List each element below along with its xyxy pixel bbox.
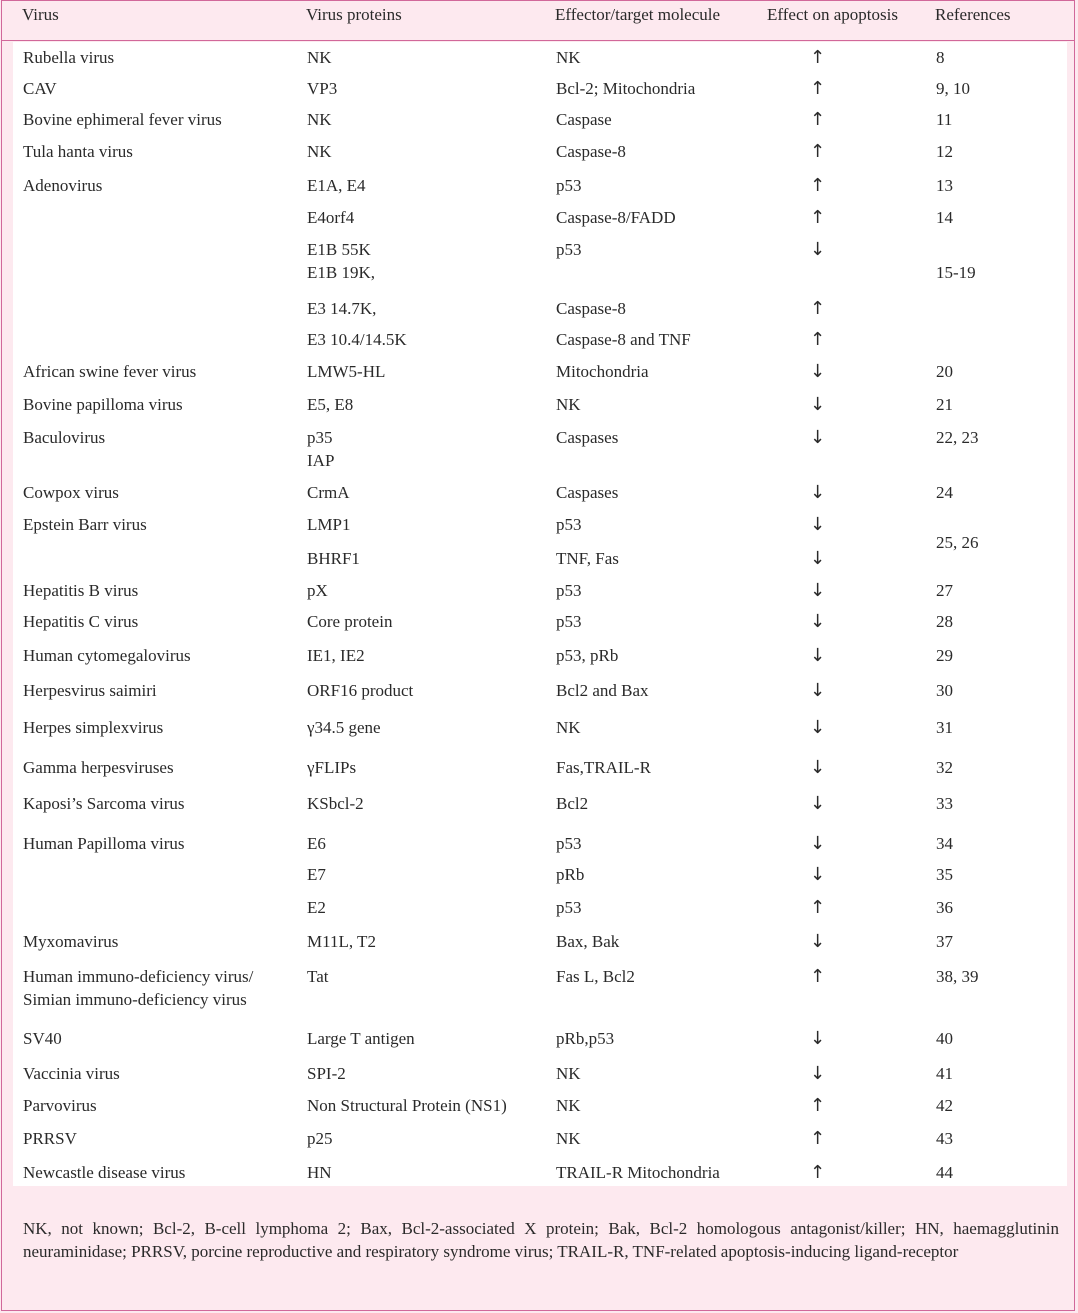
effect-arrow-icon: ↑ bbox=[810, 207, 826, 228]
cell-effector-target: Bax, Bak bbox=[556, 932, 620, 951]
cell-references: 32 bbox=[936, 758, 953, 777]
cell-effector-target: Bcl2 bbox=[556, 794, 589, 813]
cell-effector-target: NK bbox=[556, 1064, 581, 1083]
header-virus: Virus bbox=[22, 5, 59, 24]
cell-virus: Hepatitis C virus bbox=[23, 612, 139, 631]
cell-virus-proteins: Non Structural Protein (NS1) bbox=[307, 1096, 507, 1115]
cell-effector-target: Bcl-2; Mitochondria bbox=[556, 79, 696, 98]
cell-effector-target: p53 bbox=[556, 834, 582, 853]
effect-arrow-icon: ↓ bbox=[810, 793, 826, 814]
cell-references: 12 bbox=[936, 142, 953, 161]
cell-effector-target: pRb bbox=[556, 865, 585, 884]
cell-references: 35 bbox=[936, 865, 953, 884]
cell-references: 15-19 bbox=[936, 263, 976, 282]
effect-arrow-icon: ↓ bbox=[810, 239, 826, 260]
cell-references: 38, 39 bbox=[936, 967, 979, 986]
header-virus-proteins: Virus proteins bbox=[306, 5, 402, 24]
cell-virus: SV40 bbox=[23, 1029, 62, 1048]
effect-arrow-icon: ↑ bbox=[810, 897, 826, 918]
cell-virus-proteins: ORF16 product bbox=[307, 681, 414, 700]
cell-references: 42 bbox=[936, 1096, 953, 1115]
cell-virus-proteins: IE1, IE2 bbox=[307, 646, 365, 665]
cell-virus-proteins: γFLIPs bbox=[307, 758, 357, 777]
cell-effector-target: Fas L, Bcl2 bbox=[556, 967, 635, 986]
cell-virus-proteins: CrmA bbox=[307, 483, 350, 502]
cell-virus-proteins: SPI-2 bbox=[307, 1064, 346, 1083]
effect-arrow-icon: ↓ bbox=[810, 717, 826, 738]
cell-references: 9, 10 bbox=[936, 79, 970, 98]
effect-arrow-icon: ↑ bbox=[810, 1095, 826, 1116]
cell-virus: Bovine ephimeral fever virus bbox=[23, 110, 222, 129]
table-footnote: NK, not known; Bcl-2, B-cell lymphoma 2; Bax, Bcl-2-associated X protein; Bak, Bcl-2 homologous antagonist/killer; HN, haemagglutinin neuraminidase; PRRSV, porcine reproductive and respiratory syndrome virus; TRAIL-R, TNF-related apoptosis-inducing ligand-receptor bbox=[23, 1219, 1059, 1261]
cell-virus: Gamma herpesviruses bbox=[23, 758, 174, 777]
cell-effector-target: p53 bbox=[556, 898, 582, 917]
cell-virus: Newcastle disease virus bbox=[23, 1163, 186, 1182]
cell-virus-proteins: pX bbox=[307, 581, 328, 600]
cell-virus-proteins: NK bbox=[307, 48, 332, 67]
cell-virus-proteins: M11L, T2 bbox=[307, 932, 376, 951]
effect-arrow-icon: ↓ bbox=[810, 931, 826, 952]
cell-virus-proteins: E3 10.4/14.5K bbox=[307, 330, 407, 349]
effect-arrow-icon: ↓ bbox=[810, 1028, 826, 1049]
effect-arrow-icon: ↓ bbox=[810, 361, 826, 382]
cell-references: 20 bbox=[936, 362, 953, 381]
cell-virus: PRRSV bbox=[23, 1129, 77, 1148]
cell-virus-proteins: p35 bbox=[307, 428, 333, 447]
cell-virus-proteins: γ34.5 gene bbox=[307, 718, 381, 737]
cell-effector-target: Caspase bbox=[556, 110, 612, 129]
cell-effector-target: Caspase-8/FADD bbox=[556, 208, 676, 227]
cell-virus-proteins: NK bbox=[307, 110, 332, 129]
cell-virus-proteins: E3 14.7K, bbox=[307, 299, 377, 318]
cell-virus-proteins: IAP bbox=[307, 451, 335, 470]
effect-arrow-icon: ↓ bbox=[810, 757, 826, 778]
cell-effector-target: NK bbox=[556, 48, 581, 67]
cell-references: 31 bbox=[936, 718, 953, 737]
header-references: References bbox=[935, 5, 1011, 24]
cell-virus-proteins: BHRF1 bbox=[307, 549, 360, 568]
effect-arrow-icon: ↑ bbox=[810, 1128, 826, 1149]
effect-arrow-icon: ↑ bbox=[810, 175, 826, 196]
cell-effector-target: p53 bbox=[556, 176, 582, 195]
header-effect-on-apoptosis: Effect on apoptosis bbox=[767, 5, 898, 24]
cell-virus-proteins: E2 bbox=[307, 898, 326, 917]
cell-effector-target: NK bbox=[556, 718, 581, 737]
table-frame bbox=[1, 0, 1075, 1311]
cell-references: 21 bbox=[936, 395, 953, 414]
cell-virus: Human immuno-deficiency virus/ bbox=[23, 967, 254, 986]
cell-effector-target: Caspases bbox=[556, 428, 619, 447]
cell-references: 43 bbox=[936, 1129, 953, 1148]
cell-effector-target: pRb,p53 bbox=[556, 1029, 615, 1048]
effect-arrow-icon: ↑ bbox=[810, 78, 826, 99]
cell-references: 22, 23 bbox=[936, 428, 979, 447]
cell-effector-target: Caspase-8 and TNF bbox=[556, 330, 691, 349]
cell-references: 34 bbox=[936, 834, 953, 853]
cell-references: 11 bbox=[936, 110, 953, 129]
cell-effector-target: Mitochondria bbox=[556, 362, 649, 381]
table-header bbox=[2, 1, 1074, 41]
effect-arrow-icon: ↓ bbox=[810, 427, 826, 448]
cell-virus: Adenovirus bbox=[23, 176, 103, 195]
cell-effector-target: p53 bbox=[556, 612, 582, 631]
cell-effector-target: p53 bbox=[556, 515, 582, 534]
effect-arrow-icon: ↓ bbox=[810, 514, 826, 535]
effect-arrow-icon: ↓ bbox=[810, 611, 826, 632]
effect-arrow-icon: ↑ bbox=[810, 966, 826, 987]
cell-references: 33 bbox=[936, 794, 953, 813]
cell-virus: Herpes simplexvirus bbox=[23, 718, 164, 737]
cell-virus-proteins: HN bbox=[307, 1163, 332, 1182]
cell-references: 28 bbox=[936, 612, 953, 631]
cell-references: 37 bbox=[936, 932, 953, 951]
cell-references: 27 bbox=[936, 581, 953, 600]
table-body bbox=[13, 42, 1067, 1186]
cell-effector-target: Caspase-8 bbox=[556, 142, 626, 161]
cell-virus-proteins: E1B 19K, bbox=[307, 263, 375, 282]
cell-virus-proteins: Tat bbox=[307, 967, 329, 986]
cell-references: 30 bbox=[936, 681, 953, 700]
cell-virus-proteins: VP3 bbox=[307, 79, 338, 98]
cell-references: 8 bbox=[936, 48, 945, 67]
cell-virus: Baculovirus bbox=[23, 428, 106, 447]
header-effector-target: Effector/target molecule bbox=[555, 5, 721, 24]
cell-virus-proteins: p25 bbox=[307, 1129, 333, 1148]
effect-arrow-icon: ↓ bbox=[810, 680, 826, 701]
cell-virus: Bovine papilloma virus bbox=[23, 395, 183, 414]
cell-effector-target: p53 bbox=[556, 581, 582, 600]
cell-virus: African swine fever virus bbox=[23, 362, 197, 381]
cell-virus-proteins: E1A, E4 bbox=[307, 176, 366, 195]
effect-arrow-icon: ↑ bbox=[810, 329, 826, 350]
cell-virus: Herpesvirus saimiri bbox=[23, 681, 157, 700]
cell-effector-target: NK bbox=[556, 1129, 581, 1148]
cell-effector-target: p53 bbox=[556, 240, 582, 259]
cell-virus-proteins: E5, E8 bbox=[307, 395, 354, 414]
cell-virus-proteins: Large T antigen bbox=[307, 1029, 415, 1048]
cell-virus-proteins: E4orf4 bbox=[307, 208, 355, 227]
cell-effector-target: Caspase-8 bbox=[556, 299, 626, 318]
cell-references: 36 bbox=[936, 898, 953, 917]
cell-references: 41 bbox=[936, 1064, 953, 1083]
cell-virus: Epstein Barr virus bbox=[23, 515, 147, 534]
effect-arrow-icon: ↓ bbox=[810, 580, 826, 601]
cell-virus-proteins: LMW5-HL bbox=[307, 362, 386, 381]
cell-effector-target: Fas,TRAIL-R bbox=[556, 758, 651, 777]
effect-arrow-icon: ↑ bbox=[810, 298, 826, 319]
effect-arrow-icon: ↑ bbox=[810, 47, 826, 68]
cell-effector-target: NK bbox=[556, 395, 581, 414]
cell-virus: Rubella virus bbox=[23, 48, 115, 67]
cell-effector-target: NK bbox=[556, 1096, 581, 1115]
cell-virus: Human cytomegalovirus bbox=[23, 646, 191, 665]
cell-virus-proteins: Core protein bbox=[307, 612, 393, 631]
effect-arrow-icon: ↑ bbox=[810, 109, 826, 130]
effect-arrow-icon: ↑ bbox=[810, 141, 826, 162]
cell-effector-target: Caspases bbox=[556, 483, 619, 502]
cell-virus: Cowpox virus bbox=[23, 483, 119, 502]
cell-effector-target: p53, pRb bbox=[556, 646, 619, 665]
effect-arrow-icon: ↓ bbox=[810, 833, 826, 854]
cell-effector-target: TNF, Fas bbox=[556, 549, 619, 568]
cell-references: 44 bbox=[936, 1163, 953, 1182]
cell-references: 29 bbox=[936, 646, 953, 665]
cell-virus: Parvovirus bbox=[23, 1096, 97, 1115]
cell-references: 14 bbox=[936, 208, 953, 227]
cell-virus: Simian immuno-deficiency virus bbox=[23, 990, 247, 1009]
effect-arrow-icon: ↓ bbox=[810, 482, 826, 503]
effect-arrow-icon: ↓ bbox=[810, 864, 826, 885]
cell-virus-proteins: LMP1 bbox=[307, 515, 351, 534]
cell-effector-target: Bcl2 and Bax bbox=[556, 681, 649, 700]
cell-virus: CAV bbox=[23, 79, 57, 98]
cell-virus: Hepatitis B virus bbox=[23, 581, 139, 600]
cell-references: 40 bbox=[936, 1029, 953, 1048]
effect-arrow-icon: ↓ bbox=[810, 645, 826, 666]
cell-virus: Tula hanta virus bbox=[23, 142, 133, 161]
cell-virus-proteins: E7 bbox=[307, 865, 326, 884]
effect-arrow-icon: ↑ bbox=[810, 1162, 826, 1183]
cell-virus: Human Papilloma virus bbox=[23, 834, 185, 853]
cell-effector-target: TRAIL-R Mitochondria bbox=[556, 1163, 720, 1182]
cell-virus-proteins: KSbcl-2 bbox=[307, 794, 364, 813]
cell-virus: Myxomavirus bbox=[23, 932, 119, 951]
cell-virus: Vaccinia virus bbox=[23, 1064, 120, 1083]
cell-references: 24 bbox=[936, 483, 953, 502]
cell-virus: Kaposi’s Sarcoma virus bbox=[23, 794, 185, 813]
cell-references: 25, 26 bbox=[936, 533, 979, 552]
effect-arrow-icon: ↓ bbox=[810, 394, 826, 415]
cell-virus-proteins: NK bbox=[307, 142, 332, 161]
cell-virus-proteins: E1B 55K bbox=[307, 240, 371, 259]
cell-virus-proteins: E6 bbox=[307, 834, 326, 853]
cell-references: 13 bbox=[936, 176, 953, 195]
effect-arrow-icon: ↓ bbox=[810, 548, 826, 569]
effect-arrow-icon: ↓ bbox=[810, 1063, 826, 1084]
